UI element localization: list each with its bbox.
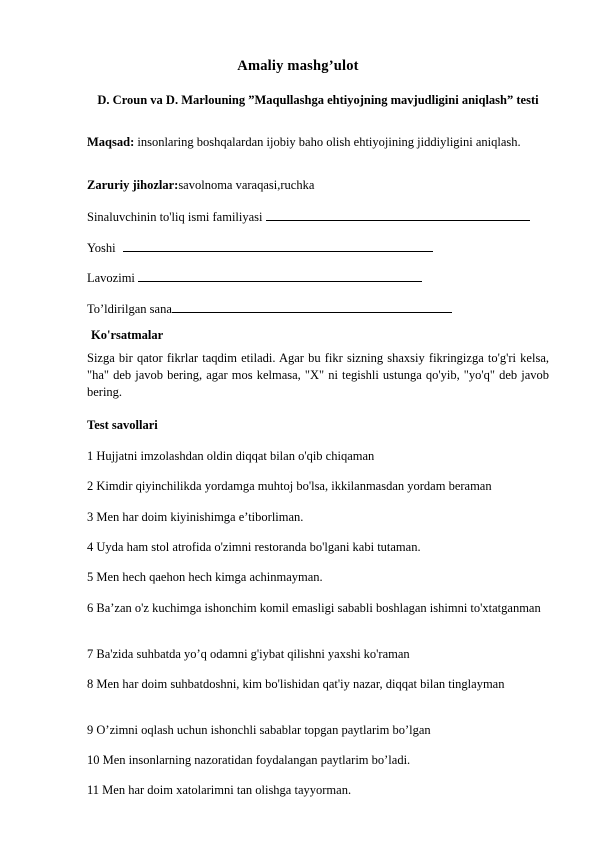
equipment-paragraph — [87, 177, 549, 194]
question-item: 8 Men har doim suhbatdoshni, kim bo'lishidan qat'iy nazar, diqqat bilan tinglayman — [87, 677, 505, 691]
question-item: 6 Ba’zan o'z kuchimga ishonchim komil emasligi sababli boshlagan ishimni to'xtatganman — [87, 601, 541, 615]
question-item: 2 Kimdir qiyinchilikda yordamga muhtoj bo'lsa, ikkilanmasdan yordam beraman — [87, 479, 492, 493]
position-field-row — [87, 270, 549, 287]
questions-heading: Test savollari — [87, 418, 158, 432]
name-field-row — [87, 209, 549, 226]
question-item: 7 Ba'zida suhbatda yo’q odamni g'iybat qilishni yaxshi ko'raman — [87, 647, 410, 661]
age-field-row — [87, 240, 549, 257]
page-title: Amaliy mashg’ulot — [237, 58, 359, 74]
question-item: 10 Men insonlarning nazoratidan foydalangan paytlarim bo’ladi. — [87, 753, 411, 767]
date-field-row — [87, 301, 549, 318]
equipment-label: Zaruriy jihozlar: — [87, 178, 179, 192]
name-field-label: Sinaluvchinin to'liq ismi familiyasi — [87, 210, 263, 224]
position-field-line[interactable] — [138, 270, 422, 282]
age-field-line[interactable] — [123, 240, 433, 252]
purpose-text: insonlaring boshqalardan ijobiy baho olish ehtiyojining jiddiyligini aniqlash. — [134, 135, 521, 149]
date-field-line[interactable] — [172, 301, 452, 313]
equipment-text: savolnoma varaqasi,ruchka — [178, 178, 315, 192]
question-item: 5 Men hech qaehon hech kimga achinmayman. — [87, 570, 323, 584]
position-field-label: Lavozimi — [87, 271, 135, 285]
question-item: 11 Men har doim xatolarimni tan olishga tayyorman. — [87, 783, 352, 797]
age-field-label: Yoshi — [87, 241, 116, 255]
instructions-heading: Ko'rsatmalar — [91, 328, 164, 342]
purpose-paragraph — [87, 134, 549, 151]
test-subtitle: D. Croun va D. Marlouning ”Maqullashga ehtiyojning mavjudligini aniqlash” testi — [97, 93, 539, 107]
name-field-line[interactable] — [266, 209, 530, 221]
question-item: 1 Hujjatni imzolashdan oldin diqqat bilan o'qib chiqaman — [87, 449, 375, 463]
instructions-paragraph: Sizga bir qator fikrlar taqdim etiladi. Agar bu fikr sizning shaxsiy fikringizga to'g'ri kelsa, "ha" deb javob bering, agar mos kelmasa, "X" ni tegishli ustunga qo'yib, "yo'q" deb javob bering. — [87, 351, 549, 399]
purpose-label: Maqsad: — [87, 135, 135, 149]
question-item: 4 Uyda ham stol atrofida o'zimni restoranda bo'lgani kabi tutaman. — [87, 540, 421, 554]
question-item: 3 Men har doim kiyinishimga e’tiborliman. — [87, 510, 304, 524]
question-item: 9 O’zimni oqlash uchun ishonchli sabablar topgan paytlarim bo’lgan — [87, 723, 431, 737]
date-field-label: To’ldirilgan sana — [87, 302, 172, 316]
